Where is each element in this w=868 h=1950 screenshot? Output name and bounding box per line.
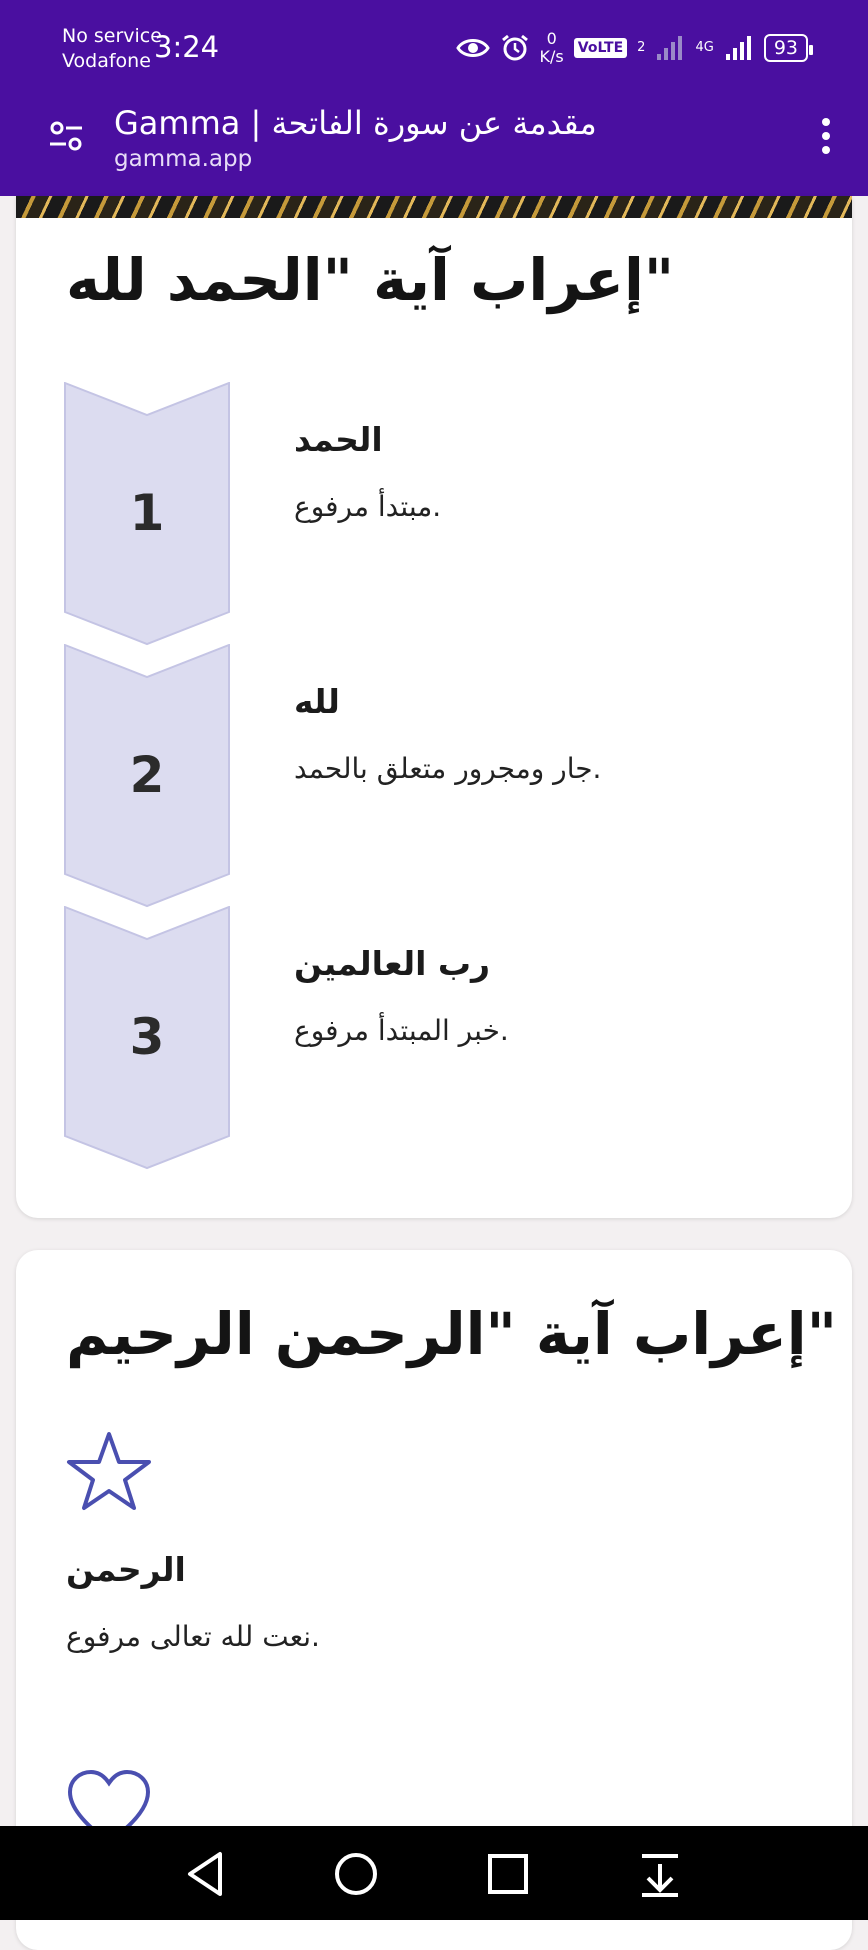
banner-image-strip [16, 196, 852, 218]
speed-unit: K/s [539, 47, 564, 66]
step-heading: الحمد [294, 420, 383, 459]
alarm-icon [500, 33, 530, 63]
step-number: 1 [129, 484, 165, 542]
step-heading: رب العالمين [294, 944, 491, 983]
step-heading: لله [294, 682, 340, 721]
volte-badge: VoLTE [574, 38, 627, 58]
notifications-pull-icon[interactable] [634, 1848, 686, 1900]
home-icon[interactable] [330, 1848, 382, 1900]
step-description: خبر المبتدأ مرفوع. [294, 1014, 509, 1047]
system-nav-bar [0, 1826, 868, 1920]
signal-icon [724, 34, 754, 62]
card-title: إعراب آية "الرحمن الرحيم" [66, 1300, 837, 1368]
star-icon [66, 1430, 152, 1512]
item-heading: الرحمن [66, 1550, 186, 1589]
page-url: gamma.app [114, 146, 253, 172]
status-icons [456, 28, 808, 68]
carrier-line-2: Vodafone [62, 50, 151, 72]
step-number: 2 [129, 746, 165, 804]
battery-icon: 93 [764, 34, 808, 62]
card-alhamd [16, 196, 852, 1218]
status-bar [0, 0, 868, 96]
tune-menu-icon[interactable] [48, 118, 84, 154]
eye-icon [456, 36, 490, 60]
signal-icon [655, 34, 685, 62]
carrier-line-1: No service [62, 25, 162, 47]
back-icon[interactable] [180, 1848, 232, 1900]
network-type: 4G [695, 40, 714, 55]
sim2-label: 2 [637, 40, 646, 55]
item-description: نعت لله تعالى مرفوع. [66, 1620, 320, 1653]
clock: 3:24 [154, 30, 220, 64]
step-description: مبتدأ مرفوع. [294, 490, 442, 523]
step-number: 3 [129, 1008, 165, 1066]
page-title: Gamma | مقدمة عن سورة الفاتحة [114, 104, 597, 142]
step-description: جار ومجرور متعلق بالحمد. [294, 752, 602, 785]
speed-value: 0 [546, 29, 557, 48]
card-title: إعراب آية "الحمد لله" [66, 246, 675, 314]
network-speed [540, 30, 564, 66]
carrier-info [62, 24, 162, 74]
more-vert-icon[interactable] [822, 116, 830, 156]
browser-app-bar [0, 96, 868, 196]
recents-icon[interactable] [482, 1848, 534, 1900]
